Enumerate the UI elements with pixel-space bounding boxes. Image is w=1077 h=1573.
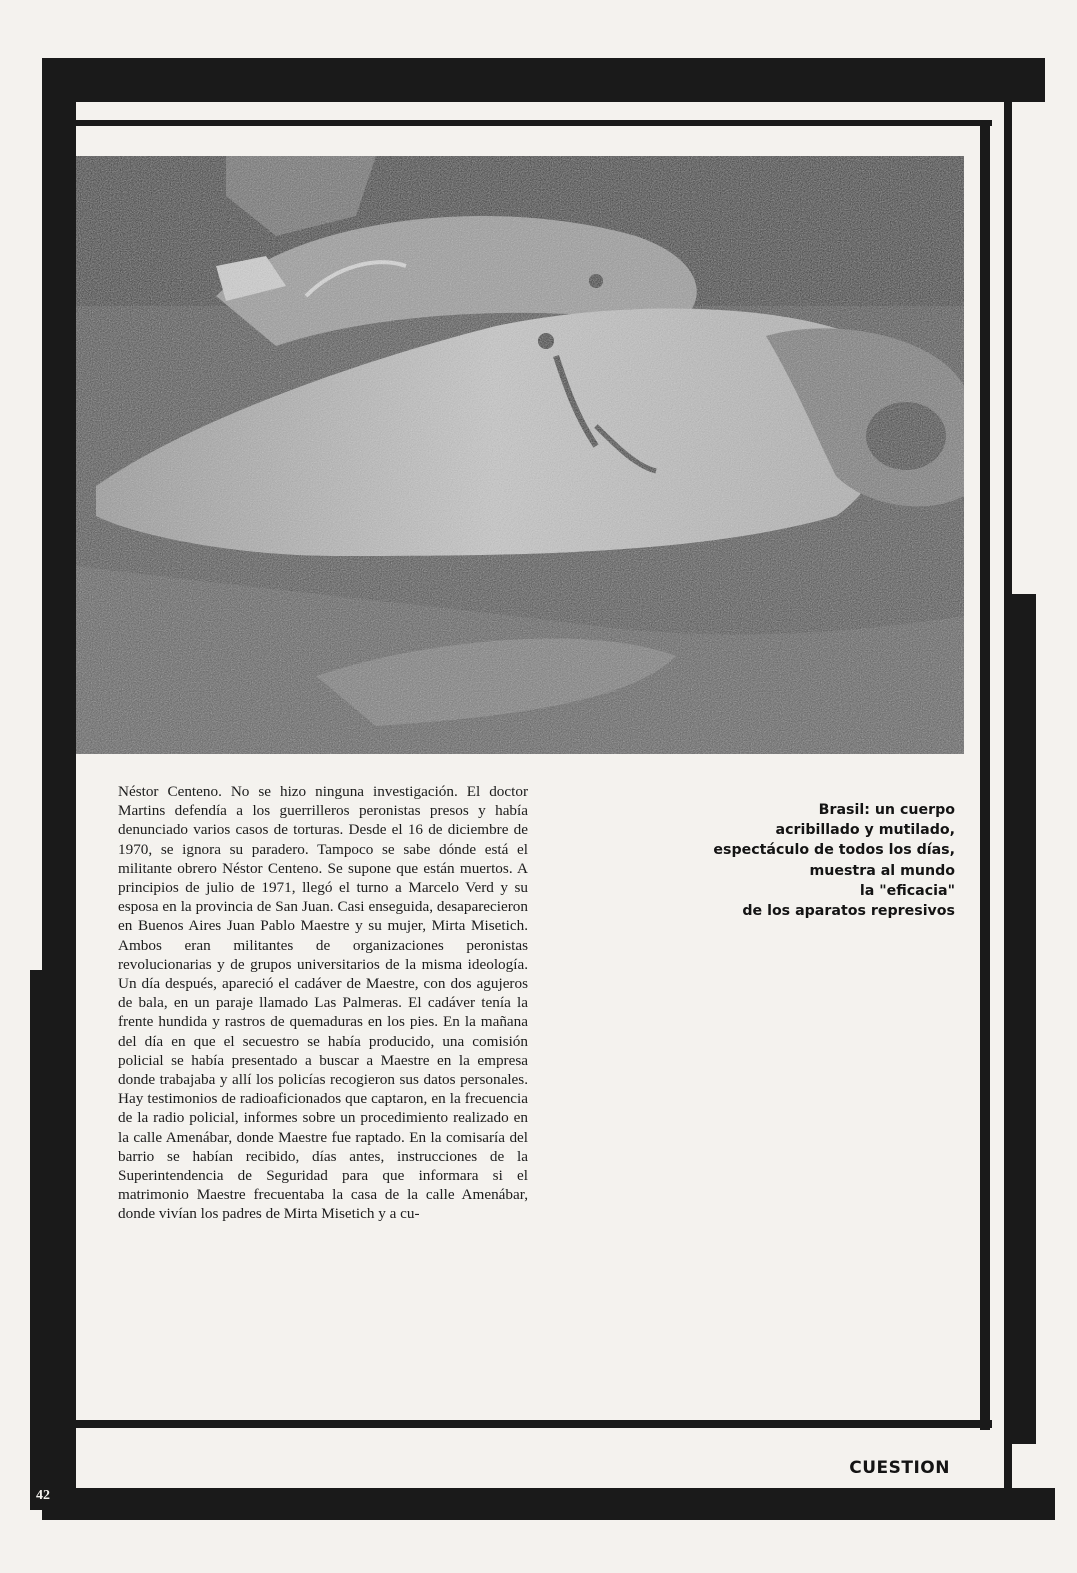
inner-rule-bottom [76,1420,992,1428]
frame-right-rule [1004,102,1012,1488]
caption-line: muestra al mundo [809,862,955,879]
inner-rule-right [980,120,990,1430]
frame-right-tab [1012,594,1036,1444]
caption-line: la "eficacia" [859,882,955,899]
caption-line: Brasil: un cuerpo [818,802,955,818]
article-body-text: Néstor Centeno. No se hizo ninguna investigación. El doctor Martins defendía a los guerrilleros peronistas presos y había denunciado varios casos de torturas. Desde el 16 de diciembre de 1970, se ignora su paradero. Tampoco se sabe dónde está el militante obrero Néstor Centeno. Se supone que están muertos. A principios de julio de 1971, llegó el turno a Marcelo Verd y su esposa en la provincia de San Juan. Casi enseguida, desaparecieron en Buenos Aires Juan Pablo Maestre y su mujer, Mirta Misetich. Ambos eran militantes de organizaciones peronistas revolucionarias y de grupos universitarios de la misma ideología. Un día después, apareció el cadáver de Maestre, con dos agujeros de bala, en un paraje llamado Las Palmeras. El cadáver tenía la frente hundida y rastros de quemaduras en los pies. En la mañana del día en que el secuestro se había producido, una comisión policial se había presentado a buscar a Maestre en la empresa donde trabajaba y allí los policías recogieron sus datos personales. Hay testimonios de radioaficionados que captaron, en la frecuencia de la radio policial, informes sobre un procedimiento realizado en la calle Amenábar, donde Maestre fue raptado. En la comisaría del barrio se habían recibido, días antes, instrucciones de la Superintendencia de Seguridad para que informara si el matrimonio Maestre frecuentaba la casa de la calle Amenábar, donde vivían los padres de Mirta Misetich y a cu- [118,783,528,1223]
news-photo [76,156,964,754]
caption-line: acribillado y mutilado, [775,822,955,839]
caption-line: espectáculo de todos los días, [713,842,955,859]
photo-caption [640,800,955,921]
caption-line: de los aparatos represivos [742,903,955,920]
frame-left-notch [30,970,76,1510]
page-number: 42 [36,1488,50,1503]
frame-top-bar [42,58,1045,102]
frame-bottom-bar [42,1488,1055,1520]
magazine-name: CUESTION [849,1458,950,1478]
inner-rule-top [76,120,992,126]
